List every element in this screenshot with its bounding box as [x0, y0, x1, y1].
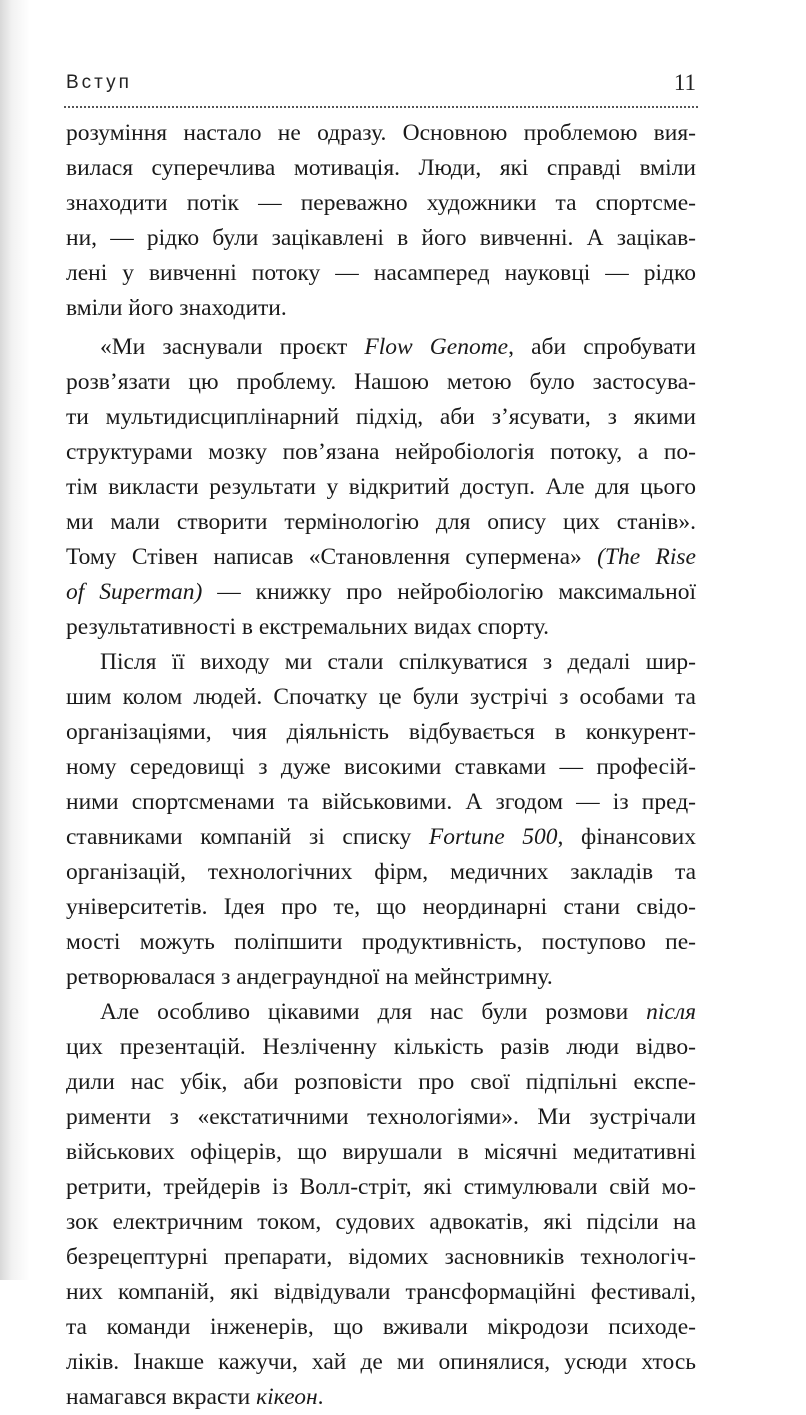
- italic-text: of Superman): [66, 579, 203, 605]
- text-run: ставниками компаній зі списку: [66, 824, 429, 850]
- text-run: тім викласти результати у відкритий доступ. Але для цього: [66, 474, 696, 500]
- text-line: [66, 1275, 696, 1310]
- section-title: Вступ: [66, 72, 132, 93]
- paragraph: [66, 116, 696, 326]
- text-line: [66, 1135, 696, 1170]
- text-run: університетів. Ідея про те, що неординарні стани свідо-: [66, 894, 696, 920]
- page-gutter-shadow: [0, 0, 30, 1280]
- text-line: [66, 400, 696, 435]
- text-line: [66, 186, 696, 221]
- text-line: [66, 1030, 696, 1065]
- text-run: вміли його знаходити.: [66, 295, 287, 321]
- text-run: , аби спробувати: [508, 334, 696, 360]
- text-line: [66, 470, 696, 505]
- text-run: Але особливо цікавими для нас були розмови: [100, 999, 647, 1025]
- text-run: .: [317, 1384, 324, 1410]
- text-run: знаходити потік — переважно художники та спортсме-: [66, 190, 696, 216]
- text-run: — книжку про нейробіологію максимальної: [202, 579, 696, 605]
- text-line: [66, 505, 696, 540]
- text-line: [66, 291, 696, 326]
- italic-text: (The Rise: [597, 544, 696, 570]
- text-run: них компаній, які відвідували трансформаційні фестивалі,: [66, 1279, 696, 1305]
- page-number: 11: [673, 70, 696, 95]
- text-line: [66, 330, 696, 365]
- text-run: намагався вкрасти: [66, 1384, 257, 1410]
- text-run: «Ми заснували проєкт: [100, 334, 365, 360]
- text-line: [66, 855, 696, 890]
- text-line: [66, 960, 696, 995]
- text-line: [66, 435, 696, 470]
- text-line: [66, 645, 696, 680]
- text-run: ни, — рідко були зацікавлені в його вивченні. А зацікав-: [66, 225, 696, 251]
- text-line: [66, 116, 696, 151]
- text-run: шим колом людей. Спочатку це були зустрічі з особами та: [66, 684, 696, 710]
- text-line: [66, 1205, 696, 1240]
- text-run: ми мали створити термінологію для опису цих станів».: [66, 509, 696, 535]
- text-line: [66, 575, 696, 610]
- text-line: [66, 151, 696, 186]
- text-line: [66, 1240, 696, 1275]
- text-line: [66, 1310, 696, 1345]
- body-text: [66, 116, 696, 1415]
- text-line: [66, 1065, 696, 1100]
- text-run: безрецептурні препарати, відомих засновників технологіч-: [66, 1244, 696, 1270]
- text-line: [66, 785, 696, 820]
- text-run: цих презентацій. Незліченну кількість разів люди відво-: [66, 1034, 696, 1060]
- text-line: [66, 1170, 696, 1205]
- text-line: [66, 221, 696, 256]
- text-line: [66, 1100, 696, 1135]
- text-run: ліків. Інакше кажучи, хай де ми опинялися, усюди хтось: [66, 1349, 696, 1375]
- text-run: лені у вивченні потоку — насамперед науковці — рідко: [66, 260, 696, 286]
- text-line: [66, 680, 696, 715]
- text-run: та команди інженерів, що вживали мікродози психоде-: [66, 1314, 696, 1340]
- text-line: [66, 365, 696, 400]
- text-run: ними спортсменами та військовими. А згодом — із пред-: [66, 789, 696, 815]
- text-line: [66, 925, 696, 960]
- text-run: розв’язати цю проблему. Нашою метою було застосува-: [66, 369, 696, 395]
- text-run: результативності в екстремальних видах спорту.: [66, 614, 549, 640]
- text-run: вилася суперечлива мотивація. Люди, які справді вміли: [66, 155, 696, 181]
- italic-text: кікеон: [256, 1384, 318, 1410]
- paragraph: [66, 645, 696, 995]
- italic-text: після: [646, 999, 696, 1025]
- text-run: , фінансових: [557, 824, 696, 850]
- text-run: Тому Стівен написав «Становлення супермена»: [66, 544, 598, 570]
- text-run: Після її виходу ми стали спілкуватися з дедалі шир-: [100, 649, 696, 675]
- paragraph: [66, 330, 696, 645]
- text-line: [66, 540, 696, 575]
- text-run: зок електричним током, судових адвокатів, які підсіли на: [66, 1209, 696, 1235]
- text-run: ретворювалася з андеграундної на мейнстримну.: [66, 964, 553, 990]
- text-line: [66, 1380, 696, 1415]
- text-run: організаціями, чия діяльність відбувається в конкурент-: [66, 719, 696, 745]
- text-run: рименти з «екстатичними технологіями». Ми зустрічали: [66, 1104, 696, 1130]
- text-run: ти мультидисциплінарний підхід, аби з’ясувати, з якими: [66, 404, 696, 430]
- text-line: [66, 890, 696, 925]
- text-line: [66, 1345, 696, 1380]
- text-line: [66, 715, 696, 750]
- italic-text: Fortune 500: [428, 824, 558, 850]
- text-run: розуміння настало не одразу. Основною проблемою вия-: [66, 120, 696, 146]
- text-run: організацій, технологічних фірм, медичних закладів та: [66, 859, 696, 885]
- text-run: структурами мозку пов’язана нейробіологія потоку, а по-: [66, 439, 696, 465]
- text-line: [66, 820, 696, 855]
- text-line: [66, 750, 696, 785]
- header-divider: [64, 106, 698, 108]
- text-run: ному середовищі з дуже високими ставками — професій-: [66, 754, 696, 780]
- text-run: військових офіцерів, що вирушали в місячні медитативні: [66, 1139, 696, 1165]
- running-header: [66, 72, 696, 108]
- text-line: [66, 256, 696, 291]
- text-line: [66, 995, 696, 1030]
- text-line: [66, 610, 696, 645]
- text-run: ретрити, трейдерів із Волл-стріт, які стимулювали свій мо-: [66, 1174, 696, 1200]
- text-run: мості можуть поліпшити продуктивність, поступово пе-: [66, 929, 696, 955]
- text-run: дили нас убік, аби розповісти про свої підпільні експе-: [66, 1069, 696, 1095]
- paragraph: [66, 995, 696, 1415]
- italic-text: Flow Genome: [364, 334, 509, 360]
